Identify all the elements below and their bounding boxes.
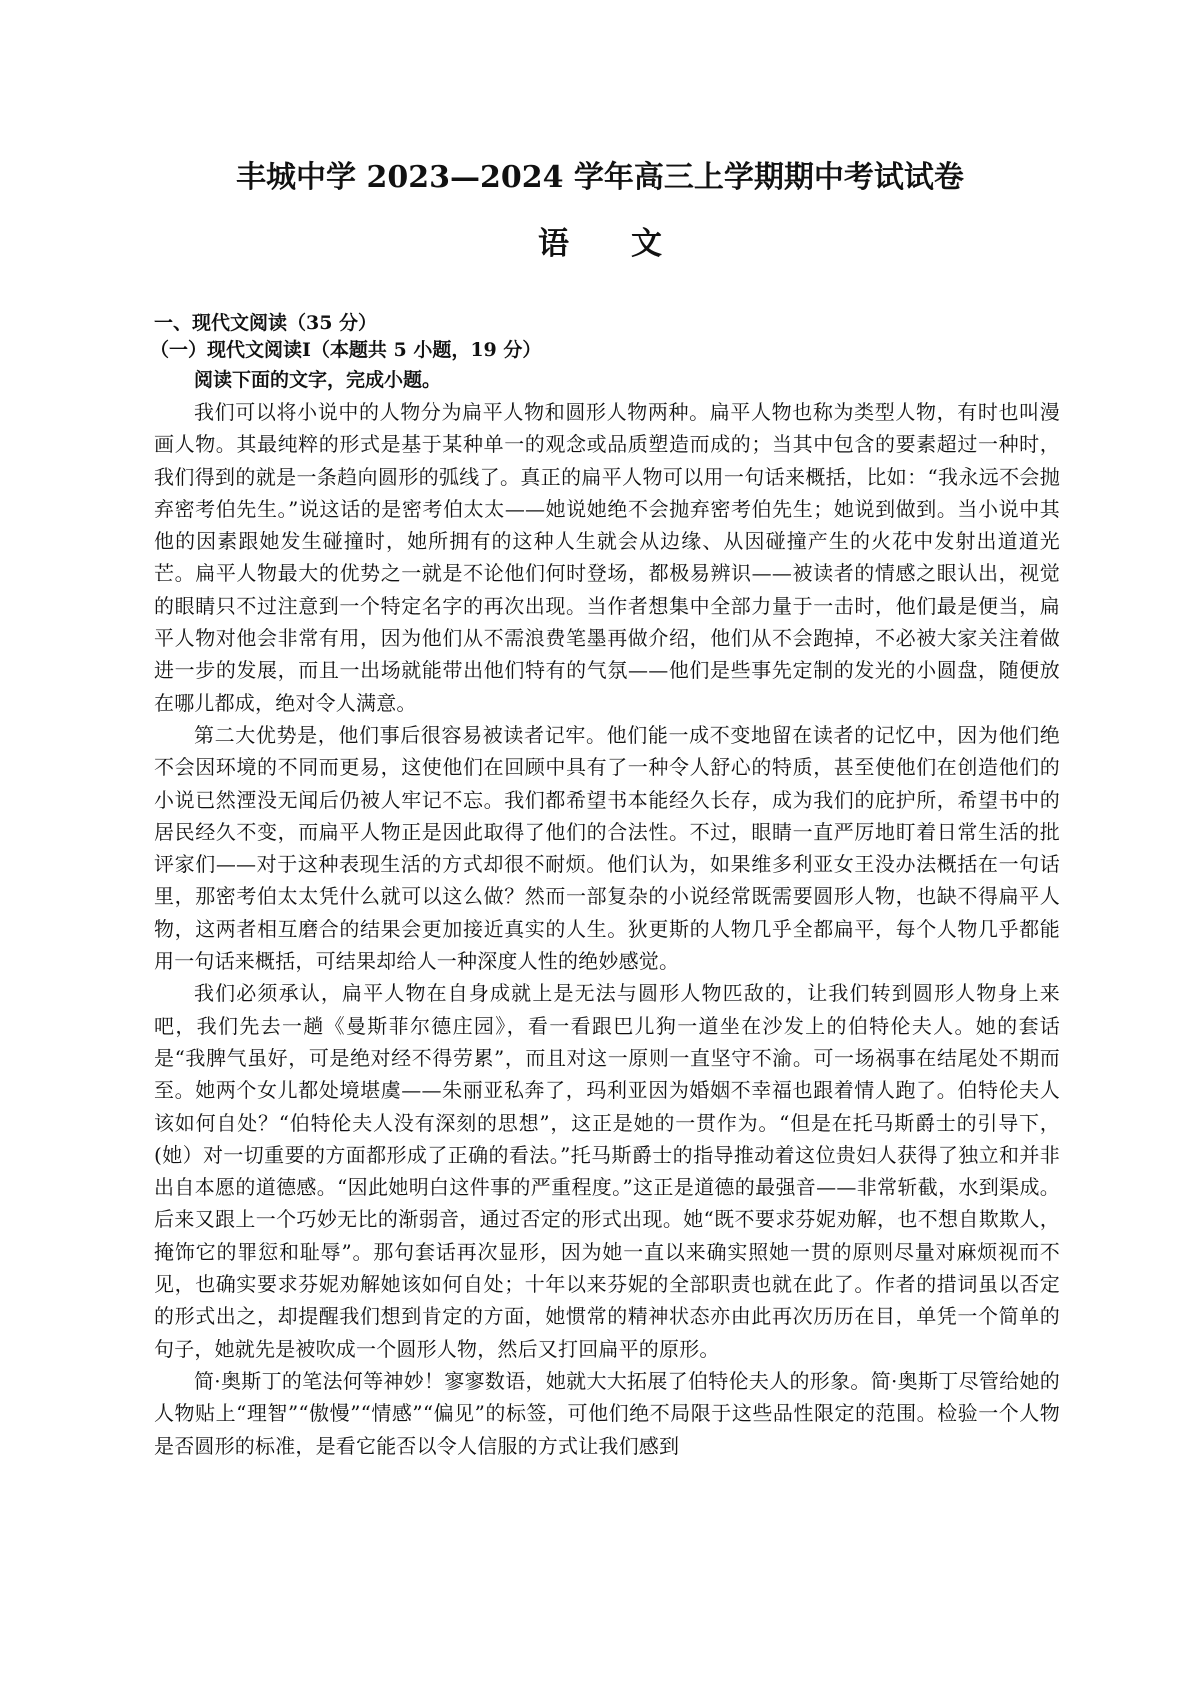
subject-title [0, 222, 1200, 266]
passage-paragraph-4: 简·奥斯丁的笔法何等神妙！寥寥数语，她就大大拓展了伯特伦夫人的形象。简·奥斯丁尽管给她的人物贴上“理智”“傲慢”“情感”“偏见”的标签，可他们绝不局限于这些品性限定的范围。检验一个人物是否圆形的标准，是看它能否以令人信服的方式让我们感到 [154, 1368, 1060, 1458]
section-heading: 一、现代文阅读（35 分） [154, 312, 378, 334]
exam-content [150, 310, 1060, 1462]
sub-section-heading: （一）现代文阅读Ⅰ（本题共 5 小题，19 分） [150, 339, 542, 361]
passage-paragraph-2: 第二大优势是，他们事后很容易被读者记牢。他们能一成不变地留在读者的记忆中，因为他们绝不会因环境的不同而更易，这使他们在回顾中具有了一种令人舒心的特质，甚至使他们在创造他们的小说已然湮没无闻后仍被人牢记不忘。我们都希望书本能经久长存，成为我们的庇护所，希望书中的居民经久不变，而扁平人物正是因此取得了他们的合法性。不过，眼睛一直严厉地盯着日常生活的批评家们——对于这种表现生活的方式却很不耐烦。他们认为，如果维多利亚女王没办法概括在一句话里，那密考伯太太凭什么就可以这么做？然而一部复杂的小说经常既需要圆形人物，也缺不得扁平人物，这两者相互磨合的结果会更加接近真实的人生。狄更斯的人物几乎全都扁平，每个人物几乎都能用一句话来概括，可结果却给人一种深度人性的绝妙感觉。 [154, 722, 1060, 974]
exam-title: 丰城中学 2023—2024 学年高三上学期期中考试试卷 [236, 160, 964, 195]
subject-char-first: 语 [538, 226, 569, 262]
subject-char-second: 文 [631, 226, 662, 262]
passage-paragraph-1: 我们可以将小说中的人物分为扁平人物和圆形人物两种。扁平人物也称为类型人物，有时也叫漫画人物。其最纯粹的形式是基于某种单一的观念或品质塑造而成的；当其中包含的要素超过一种时，我们得到的就是一条趋向圆形的弧线了。真正的扁平人物可以用一句话来概括，比如：“我永远不会抛弃密考伯先生。”说这话的是密考伯太太——她说她绝不会抛弃密考伯先生；她说到做到。当小说中其他的因素跟她发生碰撞时，她所拥有的这种人生就会从边缘、从因碰撞产生的火花中发射出道道光芒。扁平人物最大的优势之一就是不论他们何时登场，都极易辨识——被读者的情感之眼认出，视觉的眼睛只不过注意到一个特定名字的再次出现。当作者想集中全部力量于一击时，他们最是便当，扁平人物对他会非常有用，因为他们从不需浪费笔墨再做介绍，他们从不会跑掉，不必被大家关注着做进一步的发展，而且一出场就能带出他们特有的气氛——他们是些事先定制的发光的小圆盘，随便放在哪儿都成，绝对令人满意。 [154, 400, 1060, 715]
reading-instruction: 阅读下面的文字，完成小题。 [194, 369, 442, 391]
passage-paragraph-3: 我们必须承认，扁平人物在自身成就上是无法与圆形人物匹敌的，让我们转到圆形人物身上来吧，我们先去一趟《曼斯菲尔德庄园》，看一看跟巴儿狗一道坐在沙发上的伯特伦夫人。她的套话是“我脾气虽好，可是绝对经不得劳累”，而且对这一原则一直坚守不渝。可一场祸事在结尾处不期而至。她两个女儿都处境堪虞——朱丽亚私奔了，玛利亚因为婚姻不幸福也跟着情人跑了。伯特伦夫人该如何自处？“伯特伦夫人没有深刻的思想”，这正是她的一贯作为。“但是在托马斯爵士的引导下，(她）对一切重要的方面都形成了正确的看法。”托马斯爵士的指导推动着这位贵妇人获得了独立和并非出自本愿的道德感。“因此她明白这件事的严重程度。”这正是道德的最强音——非常斩截，水到渠成。后来又跟上一个巧妙无比的渐弱音，通过否定的形式出现。她“既不要求芬妮劝解，也不想自欺欺人，掩饰它的罪愆和耻辱”。那句套话再次显形，因为她一直以来确实照她一贯的原则尽量对麻烦视而不见，也确实要求芬妮劝解她该如何自处；十年以来芬妮的全部职责也就在此了。作者的措词虽以否定的形式出之，却提醒我们想到肯定的方面，她惯常的精神状态亦由此再次历历在目，单凭一个简单的句子，她就先是被吹成一个圆形人物，然后又打回扁平的原形。 [154, 981, 1060, 1361]
